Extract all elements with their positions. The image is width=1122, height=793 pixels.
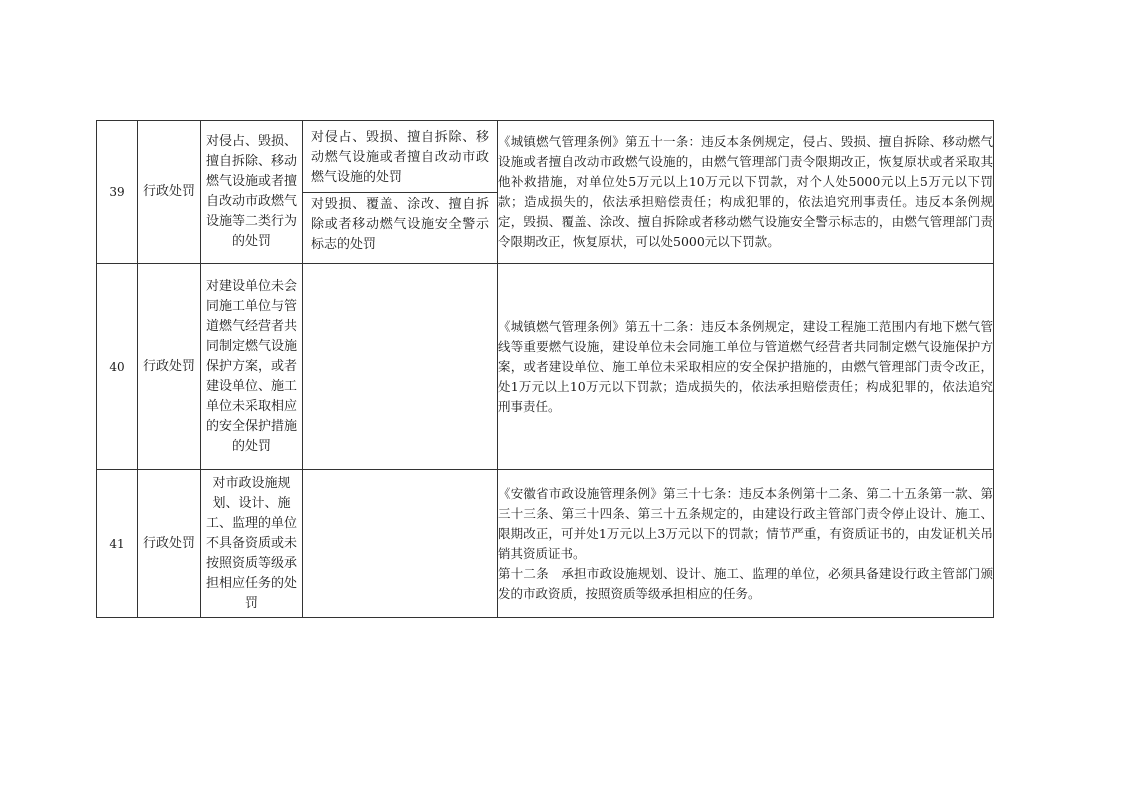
sub-item: 对毁损、覆盖、涂改、擅自拆除或者移动燃气设施安全警示标志的处罚 (303, 192, 497, 259)
penalty-table (96, 120, 994, 618)
penalty-type: 行政处罚 (138, 264, 201, 470)
row-number: 40 (97, 264, 138, 470)
sub-items-cell (303, 470, 498, 618)
row-number: 39 (97, 121, 138, 264)
sub-items-cell (303, 264, 498, 470)
table-row (97, 470, 994, 618)
penalty-type: 行政处罚 (138, 470, 201, 618)
basis-paragraph: 第十二条 承担市政设施规划、设计、施工、监理的单位，必须具备建设行政主管部门颁发的市政资质，按照资质等级承担相应的任务。 (498, 565, 993, 601)
penalty-item: 对市政设施规划、设计、施工、监理的单位不具备资质或未按照资质等级承担相应任务的处罚 (201, 470, 303, 618)
legal-basis (498, 121, 994, 264)
penalty-type: 行政处罚 (138, 121, 201, 264)
basis-paragraph: 《城镇燃气管理条例》第五十一条：违反本条例规定，侵占、毁损、擅自拆除、移动燃气设施或者擅自改动市政燃气设施的，由燃气管理部门责令限期改正，恢复原状或者采取其他补救措施，对单位处5万元以上10万元以下罚款，对个人处5000元以上5万元以下罚款；造成损失的，依法承担赔偿责任；构成犯罪的，依法追究刑事责任。违反本条例规定，毁损、覆盖、涂改、擅自拆除或者移动燃气设施安全警示标志的，由燃气管理部门责令限期改正，恢复原状，可以处5000元以下罚款。 (498, 134, 993, 249)
row-number: 41 (97, 470, 138, 618)
sub-items-cell (303, 121, 498, 264)
legal-basis (498, 264, 994, 470)
table-row (97, 121, 994, 264)
basis-paragraph: 《城镇燃气管理条例》第五十二条：违反本条例规定，建设工程施工范围内有地下燃气管线等重要燃气设施，建设单位未会同施工单位与管道燃气经营者共同制定燃气设施保护方案，或者建设单位、施工单位未采取相应的安全保护措施的，由燃气管理部门责令改正，处1万元以上10万元以下罚款；造成损失的，依法承担赔偿责任；构成犯罪的，依法追究刑事责任。 (498, 318, 993, 414)
penalty-item: 对侵占、毁损、擅自拆除、移动燃气设施或者擅自改动市政燃气设施等二类行为的处罚 (201, 121, 303, 264)
legal-basis (498, 470, 994, 618)
penalty-item: 对建设单位未会同施工单位与管道燃气经营者共同制定燃气设施保护方案，或者建设单位、施工单位未采取相应的安全保护措施的处罚 (201, 264, 303, 470)
sub-item: 对侵占、毁损、擅自拆除、移动燃气设施或者擅自改动市政燃气设施的处罚 (311, 129, 489, 185)
basis-paragraph: 《安徽省市政设施管理条例》第三十七条：违反本条例第十二条、第二十五条第一款、第三十三条、第三十四条、第三十五条规定的，由建设行政主管部门责令停止设计、施工、限期改正，可并处1万元以上3万元以下的罚款；情节严重，有资质证书的，由发证机关吊销其资质证书。 (498, 485, 993, 561)
table-row (97, 264, 994, 470)
